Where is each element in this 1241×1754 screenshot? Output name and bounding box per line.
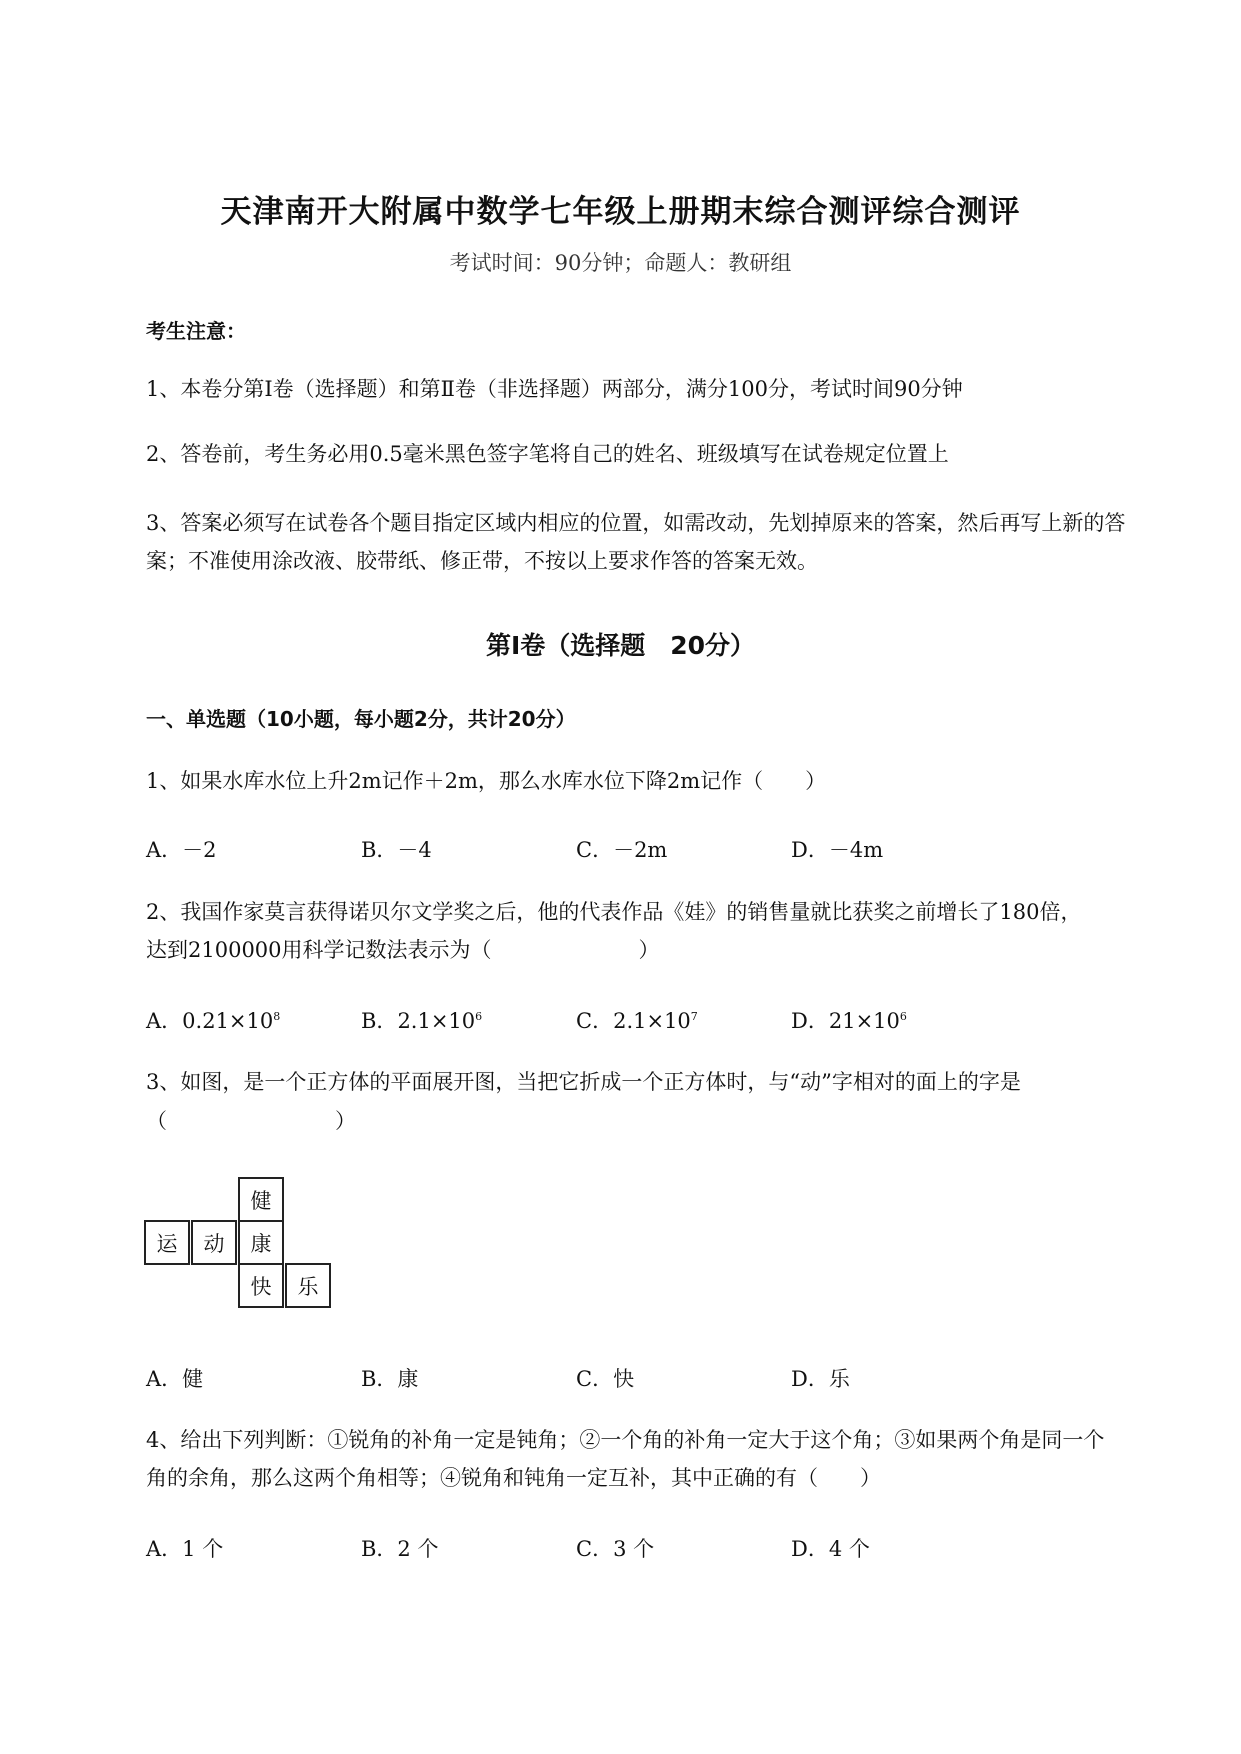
question-stem: 角的余角，那么这两个角相等；④锐角和钝角一定互补，其中正确的有（ ） [146, 1466, 881, 1490]
net-face: 动 [191, 1220, 237, 1265]
question-stem: （ ） [146, 1109, 356, 1133]
section-subtitle: 一、单选题（10小题，每小题2分，共计20分） [146, 707, 576, 731]
option-b: B．－4 [361, 838, 432, 862]
option-d: D．4 个 [791, 1537, 870, 1561]
cube-net-figure [144, 1177, 334, 1317]
question-stem: 2、我国作家莫言获得诺贝尔文学奖之后，他的代表作品《娃》的销售量就比获奖之前增长了180倍， [146, 900, 1082, 924]
option-b: B．$2.1\times 10^6$ [361, 1009, 483, 1033]
notice-item: 1、本卷分第I卷（选择题）和第Ⅱ卷（非选择题）两部分，满分100分，考试时间90分钟 [146, 377, 963, 401]
net-face: 康 [238, 1220, 284, 1265]
option-d: D．－4m [791, 838, 884, 862]
question-stem: 3、如图，是一个正方体的平面展开图，当把它折成一个正方体时，与“动”字相对的面上的字是 [146, 1070, 1021, 1094]
notice-item: 3、答案必须写在试卷各个题目指定区域内相应的位置，如需改动，先划掉原来的答案，然后再写上新的答案；不准使用涂改液、胶带纸、修正带，不按以上要求作答的答案无效。 [146, 511, 1126, 573]
option-c: C．快 [576, 1367, 635, 1391]
net-face: 运 [144, 1220, 190, 1265]
section-title: 第I卷（选择题 20分） [485, 631, 756, 660]
page-title: 天津南开大附属中数学七年级上册期末综合测评综合测评 [220, 194, 1021, 230]
notice-item: 2、答卷前，考生务必用0.5毫米黑色签字笔将自己的姓名、班级填写在试卷规定位置上 [146, 442, 949, 466]
net-face: 快 [238, 1263, 284, 1308]
option-a: A．健 [146, 1367, 204, 1391]
notice-heading: 考生注意： [146, 319, 246, 343]
option-b: B．2 个 [361, 1537, 439, 1561]
net-face: 健 [238, 1177, 284, 1222]
option-d: D．$21\times 10^6$ [791, 1009, 907, 1033]
net-face: 乐 [285, 1263, 331, 1308]
option-c: C．－2m [576, 838, 668, 862]
option-b: B．康 [361, 1367, 419, 1391]
option-d: D．乐 [791, 1367, 850, 1391]
exam-info: 考试时间：90分钟；命题人：教研组 [449, 251, 792, 275]
option-a: A．－2 [146, 838, 217, 862]
option-a: A．$0.21\times 10^8$ [146, 1009, 281, 1033]
question-stem: 4、给出下列判断：①锐角的补角一定是钝角；②一个角的补角一定大于这个角；③如果两个角是同一个 [146, 1428, 1105, 1452]
question-stem: 达到2100000用科学记数法表示为（ ） [146, 938, 660, 962]
option-a: A．1 个 [146, 1537, 224, 1561]
option-c: C．$2.1\times 10^7$ [576, 1009, 698, 1033]
question-stem: 1、如果水库水位上升2m记作＋2m，那么水库水位下降2m记作（ ） [146, 769, 827, 793]
option-c: C．3 个 [576, 1537, 655, 1561]
